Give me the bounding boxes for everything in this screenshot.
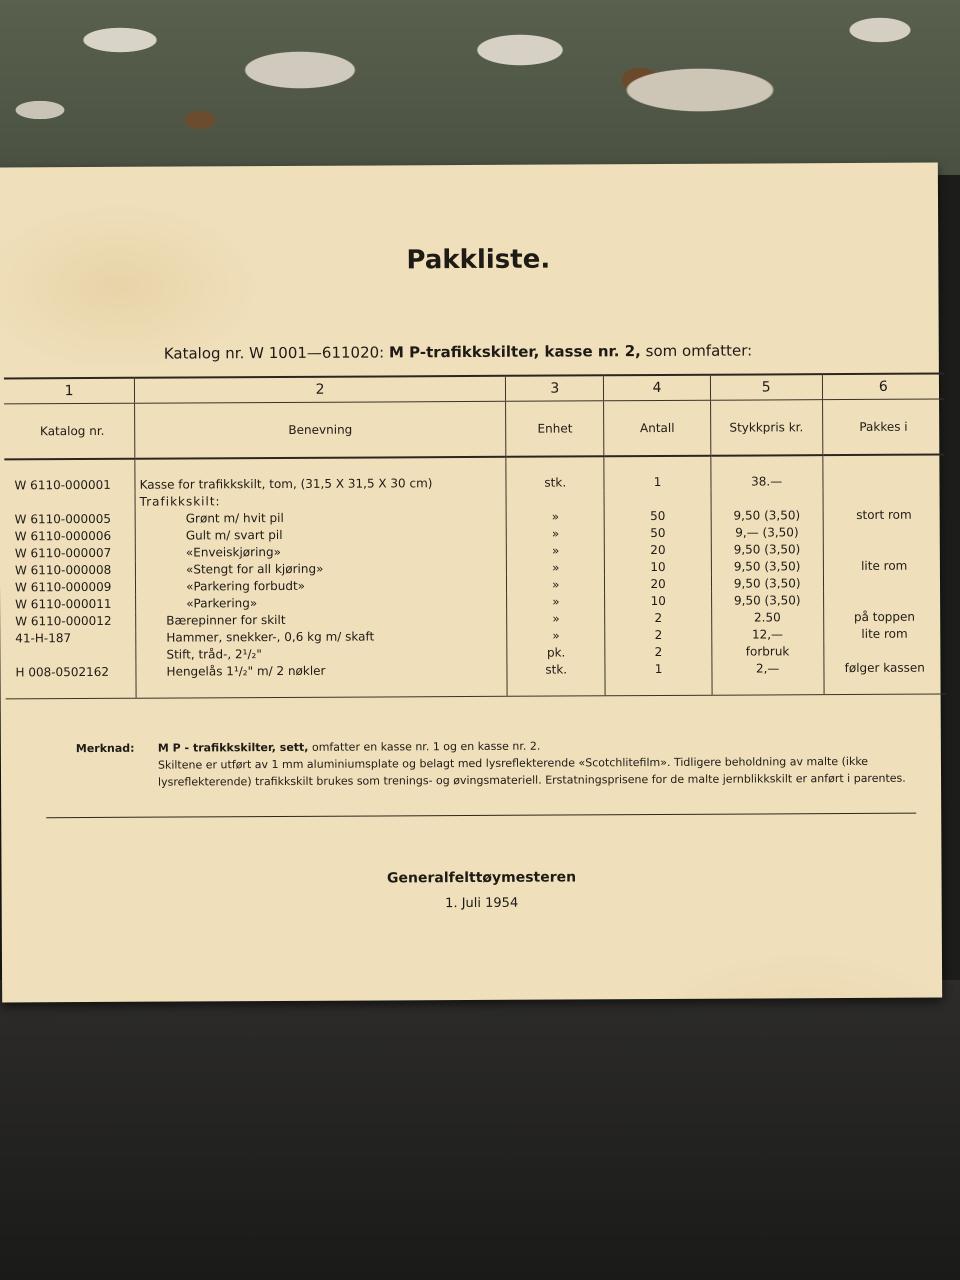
header-katalog: Katalog nr. (4, 403, 135, 459)
cell-pris: 9,50 (3,50) (711, 557, 823, 575)
cell-benevning: Kasse for trafikkskilt, tom, (31,5 X 31,5 X 30 cm) (135, 457, 506, 493)
cell-katalog: W 6110-000005 (14, 511, 112, 526)
packing-table (4, 373, 946, 700)
signature-date: 1. Juli 1954 (445, 895, 519, 912)
cell-pris: 2.50 (711, 608, 823, 626)
catalog-name: M P-trafikkskilter, kasse nr. 2, (388, 342, 641, 362)
signature-org: Generalfelttøymesteren (386, 869, 577, 887)
cell-enhet: stk. (506, 456, 604, 491)
cell-enhet: » (507, 558, 605, 576)
cell-pris: 12,— (712, 625, 824, 643)
cell-katalog: W 6110-000007 (14, 545, 112, 560)
header-antall: Antall (604, 400, 711, 456)
cell-pris: 9,50 (3,50) (711, 574, 823, 592)
cell-benevning: Bærepinner for skilt (136, 610, 507, 629)
cell-benevning: Hammer, snekker-, 0,6 kg m/ skaft (136, 627, 507, 646)
cell-pakkes (823, 489, 945, 507)
col-number: 6 (822, 374, 944, 400)
cell-antall: 20 (605, 575, 712, 593)
divider (46, 813, 916, 819)
header-enhet: Enhet (506, 401, 604, 457)
cell-katalog: W 6110-000012 (15, 613, 112, 628)
cell-pris: 38.— (711, 455, 823, 490)
header-stykkpris: Stykkpris kr. (710, 400, 822, 456)
cell-katalog: W 6110-000011 (15, 596, 112, 611)
cell-enhet: » (507, 626, 605, 644)
cell-pakkes: lite rom (823, 557, 945, 575)
column-header-row (4, 399, 944, 459)
header-pakkes: Pakkes i (822, 399, 944, 455)
cell-benevning: «Enveiskjøring» (135, 542, 506, 561)
cell-antall: 2 (605, 609, 712, 627)
cell-pris: 9,50 (3,50) (711, 540, 823, 558)
cell-pris: 9,— (3,50) (711, 523, 823, 541)
packing-list-sheet (0, 163, 942, 1003)
cell-katalog: W 6110-000006 (14, 528, 112, 543)
cell-katalog (5, 646, 136, 664)
cell-antall: 1 (605, 660, 712, 696)
cell-katalog: 41-H-187 (15, 630, 72, 645)
cell-katalog: W 6110-000008 (14, 562, 112, 577)
cell-enhet (506, 490, 604, 508)
remark-lead: M P - trafikkskilter, sett, (157, 740, 309, 755)
signature-block (342, 869, 622, 911)
cell-pakkes (823, 591, 945, 609)
cell-pakkes (823, 523, 945, 541)
cell-katalog: W 6110-000001 (14, 477, 111, 492)
cell-benevning: Hengelås 1¹/₂" m/ 2 nøkler (136, 661, 507, 698)
cell-pris: 2,— (712, 659, 824, 695)
cell-katalog: H 008-0502162 (5, 663, 136, 699)
col-number: 3 (506, 375, 604, 401)
cell-benevning: Gult m/ svart pil (135, 525, 506, 544)
cell-antall: 1 (604, 456, 711, 491)
remark-section (75, 736, 926, 789)
header-benevning: Benevning (135, 401, 506, 458)
cell-antall: 50 (605, 524, 712, 542)
cell-pris (711, 489, 823, 507)
cell-enhet: » (507, 609, 605, 627)
col-number: 2 (134, 376, 505, 403)
col-number: 1 (4, 378, 135, 404)
cell-antall: 10 (605, 558, 712, 576)
table-row (5, 659, 945, 699)
cell-pakkes: på toppen (823, 608, 945, 626)
cell-pris: 9,50 (3,50) (711, 506, 823, 524)
col-number: 5 (710, 374, 822, 400)
cell-pakkes (823, 540, 945, 558)
page-title: Pakkliste. (406, 244, 551, 276)
cell-antall: 2 (605, 626, 712, 644)
cell-pakkes (823, 574, 945, 592)
cell-benevning: Grønt m/ hvit pil (135, 508, 506, 527)
cell-enhet: » (507, 575, 605, 593)
cell-katalog (5, 493, 136, 511)
cell-pris: 9,50 (3,50) (711, 591, 823, 609)
catalog-line (164, 341, 814, 362)
cell-antall: 50 (604, 507, 711, 525)
cell-pakkes: følger kassen (823, 659, 945, 695)
cell-antall (604, 490, 711, 508)
table-row (4, 455, 944, 494)
cell-enhet: stk. (507, 660, 605, 696)
cell-benevning: «Parkering forbudt» (136, 576, 507, 595)
cell-pakkes: lite rom (823, 625, 945, 643)
remark-body (158, 736, 918, 791)
cell-pakkes (822, 455, 944, 490)
col-number: 4 (604, 375, 711, 401)
cell-pakkes (823, 642, 945, 660)
cell-benevning: Stift, tråd-, 2¹/₂" (136, 644, 507, 663)
cell-enhet: » (506, 524, 604, 542)
cell-benevning: «Parkering» (136, 593, 507, 612)
cell-enhet: » (506, 507, 604, 525)
cell-benevning: «Stengt for all kjøring» (135, 559, 506, 578)
wall-background-bottom (0, 980, 960, 1280)
wall-background-top (0, 0, 960, 175)
remark-text: Skiltene er utført av 1 mm aluminiumsplate og belagt med lysreflekterende «Scotchlitefilm». Tidligere beholdning av malte (ikke lysreflekterende) trafikkskilt brukes som trenings- og øvingsmateriell. Erstatningsprisene for de malte jernblikkskilt er anført i parentes. (157, 754, 906, 789)
cell-antall: 2 (605, 643, 712, 661)
cell-katalog: W 6110-000009 (14, 579, 112, 594)
cell-antall: 10 (605, 592, 712, 610)
catalog-suffix: som omfatter: (645, 341, 753, 361)
remark-label: Merknad: (75, 741, 135, 756)
cell-pris: forbruk (712, 642, 824, 660)
cell-enhet: » (507, 541, 605, 559)
cell-pakkes: stort rom (823, 506, 945, 524)
cell-enhet: » (507, 592, 605, 610)
cell-benevning: Trafikkskilt: (135, 491, 506, 510)
catalog-prefix: Katalog nr. W 1001—611020: (163, 343, 385, 363)
cell-antall: 20 (605, 541, 712, 559)
cell-enhet: pk. (507, 643, 605, 661)
remark-line1: omfatter en kasse nr. 1 og en kasse nr. 2. (311, 739, 541, 754)
